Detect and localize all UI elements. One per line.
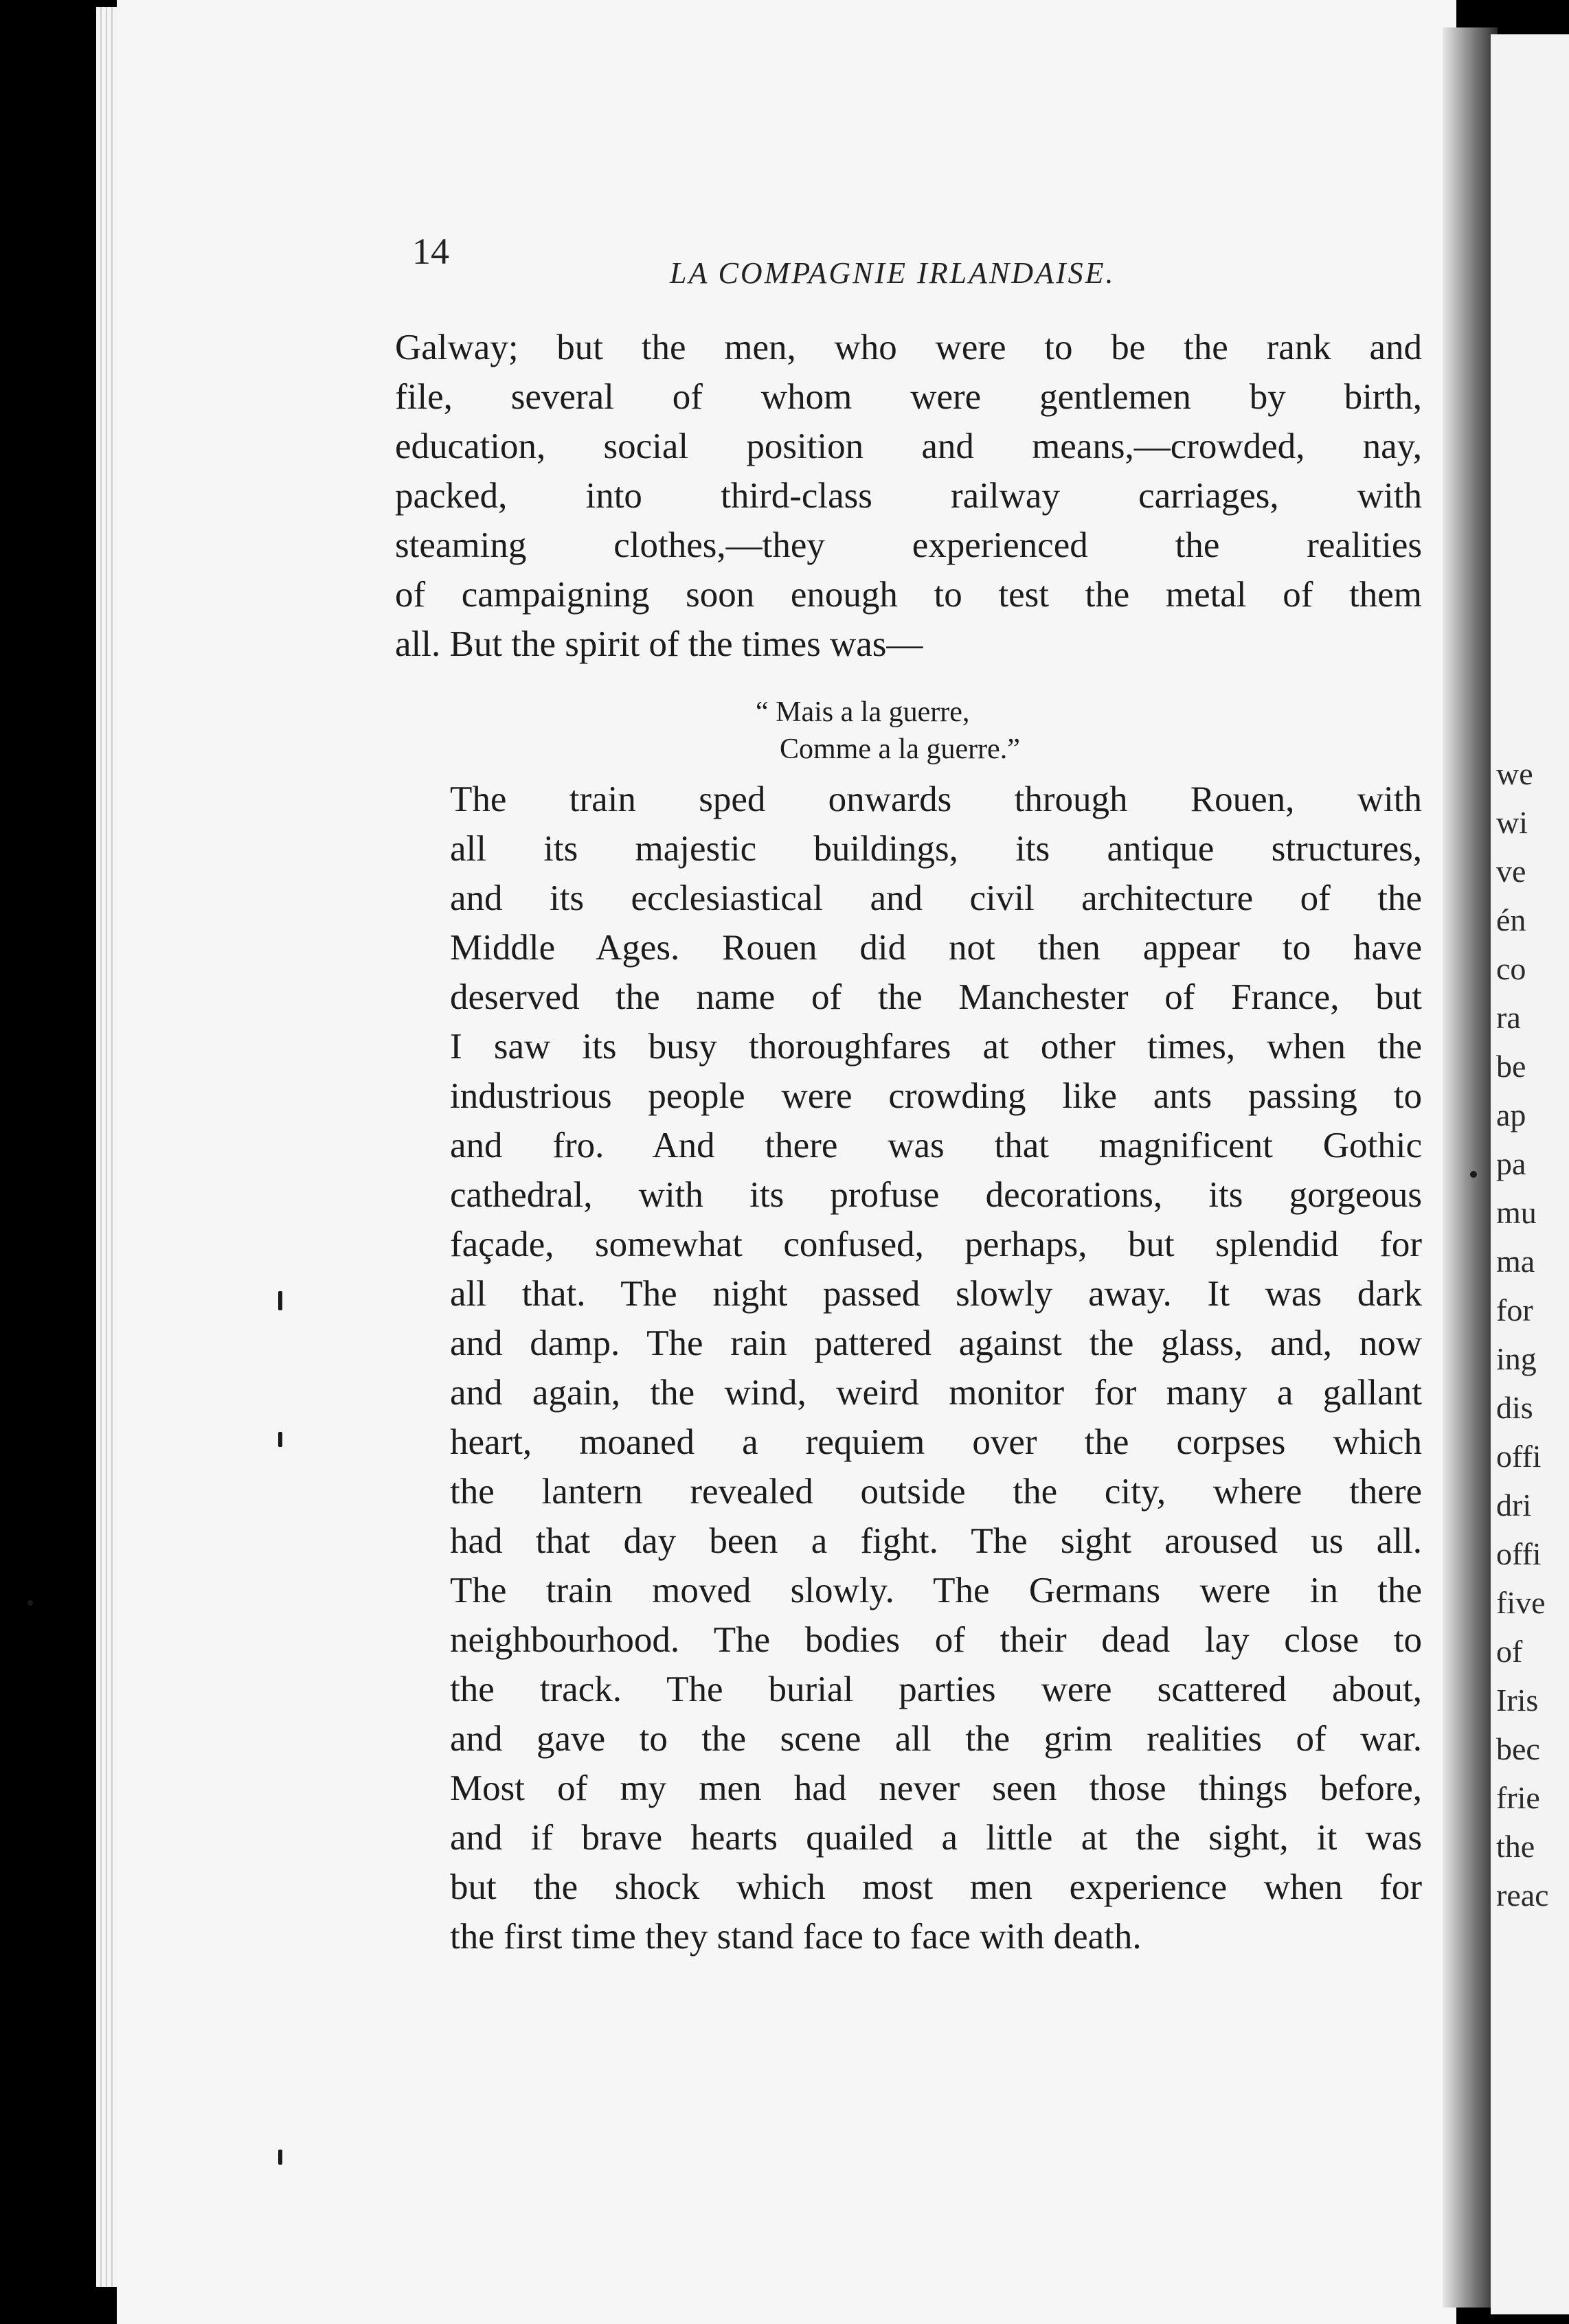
text-line: Middle Ages. Rouen did not then appear to have <box>450 928 1422 968</box>
text-line: of campaigning soon enough to test the metal of them <box>395 575 1422 615</box>
text-line: and again, the wind, weird monitor for many a gallant <box>450 1373 1422 1413</box>
text-line: packed, into third-class railway carriages, with <box>395 476 1422 516</box>
opposite-page-fragment: co <box>1496 951 1526 986</box>
opposite-page-fragment: for <box>1496 1292 1533 1328</box>
speck <box>1470 1171 1477 1178</box>
speck <box>278 1432 282 1447</box>
opposite-page-fragment: mu <box>1496 1195 1537 1230</box>
running-title: LA COMPAGNIE IRLANDAISE. <box>670 256 1116 290</box>
text-line: and gave to the scene all the grim realities of war. <box>450 1719 1422 1759</box>
text-line: façade, somewhat confused, perhaps, but splendid for <box>450 1224 1422 1264</box>
text-line: and fro. And there was that magnificent Gothic <box>450 1126 1422 1165</box>
opposite-page-fragment: ma <box>1496 1244 1535 1279</box>
text-line: The train sped onwards through Rouen, with <box>450 779 1422 819</box>
text-line: heart, moaned a requiem over the corpses which <box>450 1422 1422 1462</box>
opposite-page-fragment: reac <box>1496 1878 1549 1913</box>
opposite-page-fragment: we <box>1496 756 1533 791</box>
opposite-page-fragment: dis <box>1496 1390 1533 1425</box>
text-line: education, social position and means,—crowded, nay, <box>395 426 1422 466</box>
text-line: all its majestic buildings, its antique structures, <box>450 829 1422 869</box>
opposite-page-fragment: five <box>1496 1585 1546 1620</box>
text-line: steaming clothes,—they experienced the realities <box>395 525 1422 565</box>
text-line: the track. The burial parties were scattered about, <box>450 1670 1422 1709</box>
page-number: 14 <box>412 231 449 272</box>
opposite-page-fragment: frie <box>1496 1780 1540 1815</box>
opposite-page-fragment: ve <box>1496 854 1526 889</box>
verse-quote <box>756 694 1020 768</box>
text-line: and damp. The rain pattered against the glass, and, now <box>450 1323 1422 1363</box>
opposite-page-fragment: the <box>1496 1829 1535 1864</box>
opposite-page-fragment: wi <box>1496 805 1528 840</box>
opposite-page-fragment: ing <box>1496 1341 1537 1376</box>
opposite-page-fragment: én <box>1496 902 1526 937</box>
text-line: all that. The night passed slowly away. It was dark <box>450 1274 1422 1314</box>
text-line: neighbourhood. The bodies of their dead lay close to <box>450 1620 1422 1660</box>
text-line: industrious people were crowding like ants passing to <box>450 1076 1422 1116</box>
opposite-page-fragment: Iris <box>1496 1683 1539 1718</box>
text-line: and if brave hearts quailed a little at the sight, it was <box>450 1818 1422 1858</box>
opposite-page-fragment: bec <box>1496 1731 1540 1766</box>
opposite-page-fragment: of <box>1496 1634 1523 1669</box>
text-line: the first time they stand face to face with death. <box>450 1917 1142 1957</box>
text-line: The train moved slowly. The Germans were in the <box>450 1571 1422 1610</box>
opposite-page-fragment: ap <box>1496 1097 1526 1132</box>
opposite-page-fragment: offi <box>1496 1439 1542 1474</box>
text-line: file, several of whom were gentlemen by birth, <box>395 377 1422 417</box>
opposite-page-fragment: pa <box>1496 1146 1526 1181</box>
text-line: cathedral, with its profuse decorations, its gorgeous <box>450 1175 1422 1215</box>
text-line: all. But the spirit of the times was— <box>395 624 923 664</box>
speck <box>278 2150 282 2165</box>
text-line: had that day been a fight. The sight aroused us all. <box>450 1521 1422 1561</box>
text-line: I saw its busy thoroughfares at other times, when the <box>450 1027 1422 1067</box>
book-gutter-shadow <box>1443 27 1498 2308</box>
opposite-page <box>1491 34 1569 2314</box>
opposite-page-fragment: dri <box>1496 1488 1532 1523</box>
opposite-page-fragment: be <box>1496 1049 1526 1084</box>
text-line: and its ecclesiastical and civil architecture of the <box>450 878 1422 918</box>
text-line: the lantern revealed outside the city, where there <box>450 1472 1422 1512</box>
text-line: Galway; but the men, who were to be the rank and <box>395 328 1422 367</box>
verse-line: Comme a la guerre.” <box>780 733 1020 765</box>
text-line: deserved the name of the Manchester of France, but <box>450 977 1422 1017</box>
paragraph-2 <box>395 775 1422 1961</box>
opposite-page-fragment: ra <box>1496 1000 1521 1035</box>
verse-line: “ Mais a la guerre, <box>756 696 970 728</box>
text-line: but the shock which most men experience when for <box>450 1867 1422 1907</box>
opposite-page-fragment: offi <box>1496 1536 1542 1571</box>
text-line: Most of my men had never seen those things before, <box>450 1768 1422 1808</box>
paragraph-1 <box>395 323 1422 669</box>
speck <box>278 1291 282 1310</box>
speck <box>27 1600 33 1606</box>
